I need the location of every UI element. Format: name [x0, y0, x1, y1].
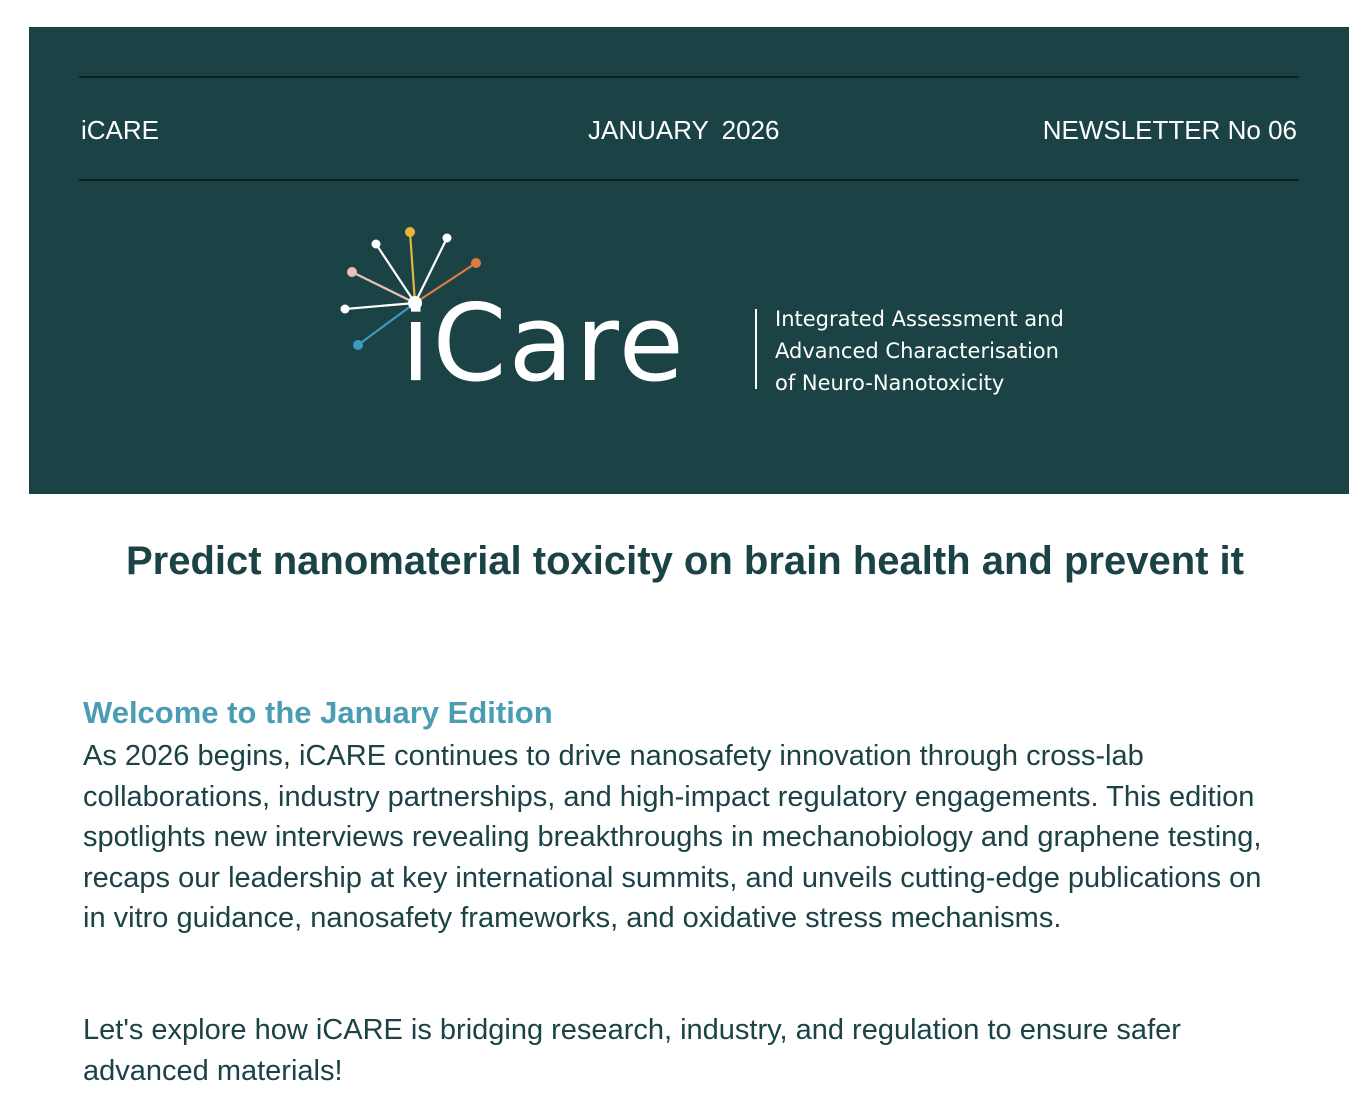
page-headline: Predict nanomaterial toxicity on brain health and prevent it [125, 539, 1244, 583]
intro-paragraph: As 2026 begins, iCARE continues to drive nanosafety innovation through cross-lab collaborations, industry partnerships, and high-impact regulatory engagements. This edition spotlights new interviews revealing breakthroughs in mechanobiology and graphene testing, recaps our leadership at key international summits, and unveils cutting-edge publications on in vitro guidance, nanosafety frameworks, and oxidative stress mechanisms. [83, 740, 1262, 934]
logo-tagline [775, 303, 1064, 399]
tagline-line-1: Integrated Assessment and [775, 307, 1064, 331]
intro-closing-paragraph: Let's explore how iCARE is bridging research, industry, and regulation to ensure safer advanced materials! [83, 1014, 1181, 1087]
tagline-line-2: Advanced Characterisation [775, 339, 1059, 363]
newsletter-banner [29, 27, 1349, 494]
header-bottom-rule [79, 179, 1299, 181]
intro-title: Welcome to the January Edition [83, 695, 553, 730]
header-brand: iCARE [81, 115, 160, 145]
header-issue-number: NEWSLETTER No 06 [1042, 115, 1297, 145]
icare-wordmark: iCare [401, 282, 686, 405]
header-top-rule [79, 76, 1299, 78]
header-date: JANUARY 2026 [588, 115, 780, 145]
logo-divider [755, 309, 757, 389]
tagline-line-3: of Neuro-Nanotoxicity [775, 371, 1005, 395]
